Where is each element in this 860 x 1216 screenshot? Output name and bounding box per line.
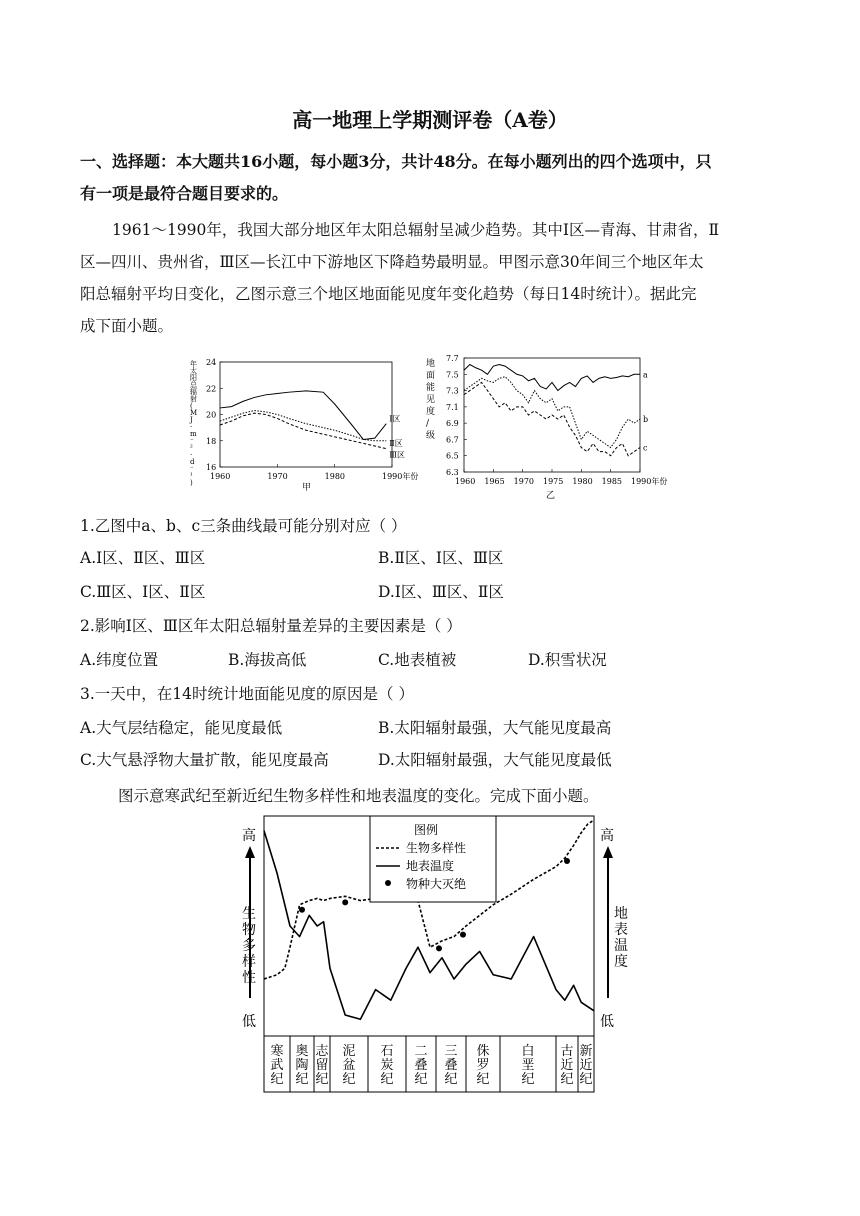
chart-yi-series-label: a <box>643 370 648 380</box>
chart-yi-caption: 乙 <box>546 491 556 500</box>
chart-yi-xtick-label: 1960 <box>455 477 476 486</box>
chart-jia-series-line <box>220 413 386 448</box>
chart-jia-ylabel-char: J <box>190 416 193 424</box>
left-axis-label-char: 多 <box>242 938 256 954</box>
chart-jia-ylabel <box>189 359 198 487</box>
chart-yi-ylabel-char: 地 <box>426 359 436 369</box>
period-label-char: 近 <box>560 1058 574 1073</box>
question-2-stem: 2.影响Ⅰ区、Ⅲ区年太阳总辐射量差异的主要因素是（ ） <box>80 617 462 635</box>
chart-jia <box>184 352 420 500</box>
chart-yi-series-line <box>464 382 640 455</box>
chart-jia-ylabel-char: m <box>190 430 197 438</box>
chart-yi-ylabel <box>426 357 435 441</box>
chart-yi-ytick-label: 7.3 <box>446 386 459 396</box>
period-label-char: 炭 <box>380 1058 394 1073</box>
legend-title: 图例 <box>414 823 439 837</box>
chart-jia-ytick-label: 22 <box>206 384 217 394</box>
period-label-char: 纪 <box>476 1072 490 1087</box>
right-low-label: 低 <box>600 1014 614 1030</box>
chart-geologic <box>224 810 642 1096</box>
left-low-label: 低 <box>242 1014 256 1030</box>
chart-yi-ylabel-char: 见 <box>426 395 436 405</box>
period-label-char: 泥 <box>342 1044 356 1059</box>
section-heading <box>80 146 780 210</box>
period-label-char: 近 <box>579 1058 593 1073</box>
chart-jia-ylabel-char: · <box>190 451 193 459</box>
period-label-char: 纪 <box>521 1072 535 1087</box>
period-label-char: 纪 <box>444 1072 458 1087</box>
chart-yi-series-label: b <box>643 415 649 425</box>
chart-yi-ylabel-char: 度 <box>426 407 436 417</box>
chart-jia-ylabel-char: 年 <box>190 360 197 368</box>
chart-jia-xtick-label: 1990年份 <box>382 472 419 481</box>
period-label-char: 白 <box>521 1044 535 1059</box>
section-heading-line2: 有一项是最符合题目要求的。 <box>80 184 289 203</box>
period-label-char: 盆 <box>342 1058 356 1073</box>
period-label-char: 叠 <box>414 1058 428 1073</box>
chart-jia-ylabel-char: ) <box>190 479 193 487</box>
question-2-option-a: A.纬度位置 <box>80 651 159 669</box>
chart-yi-xtick-label: 1965 <box>484 477 505 486</box>
right-axis-label-char: 表 <box>614 922 628 938</box>
chart-jia-ylabel-char: ¹ <box>190 472 193 480</box>
chart-yi-ylabel-char: 级 <box>426 431 436 441</box>
question-2-option-b: B.海拔高低 <box>228 651 307 669</box>
passage-1-line1-wrap <box>80 214 780 246</box>
chart-jia-series-label: Ⅰ区 <box>389 414 401 424</box>
question-1-option-c: C.Ⅲ区、Ⅰ区、Ⅱ区 <box>80 583 206 601</box>
chart-jia-lines <box>220 391 386 449</box>
chart-jia-ytick-label: 20 <box>206 410 217 420</box>
left-axis-arrowhead <box>245 846 255 858</box>
question-2-option-d: D.积雪状况 <box>528 651 607 669</box>
chart-yi-ylabel-char: 面 <box>426 371 436 381</box>
chart-yi-xticks <box>455 469 667 486</box>
chart-yi-series-label: c <box>643 443 648 453</box>
chart-jia-ytick-label: 16 <box>206 463 217 472</box>
right-axis-label-char: 度 <box>614 954 628 970</box>
chart-jia-xtick-label: 1960 <box>210 472 231 481</box>
chart-yi-ytick-label: 6.3 <box>446 468 459 477</box>
question-3-stem: 3.一天中，在14时统计地面能见度的原因是（ ） <box>80 685 414 703</box>
legend-extinction-swatch <box>385 880 391 886</box>
period-label-char: 纪 <box>414 1072 428 1087</box>
period-label-char: 罗 <box>476 1058 490 1073</box>
period-label-char: 寒 <box>270 1044 284 1059</box>
right-axis-label <box>614 905 628 970</box>
passage-1-line2: 区—四川、贵州省，Ⅲ区—长江中下游地区下降趋势最明显。甲图示意30年间三个地区年太 <box>80 253 704 271</box>
chart-yi-ytick-label: 7.7 <box>446 354 459 363</box>
period-label-char: 志 <box>315 1044 329 1059</box>
question-2-option-c: C.地表植被 <box>378 651 457 669</box>
right-axis-label-char: 地 <box>614 906 628 922</box>
extinction-dot <box>436 945 442 951</box>
question-3-option-b: B.太阳辐射最强，大气能见度最高 <box>378 719 612 737</box>
period-label-char: 纪 <box>560 1072 574 1087</box>
period-label-char: 叠 <box>444 1058 458 1073</box>
chart-jia-yticks <box>206 358 223 472</box>
passage-1-line4: 成下面小题。 <box>80 317 174 335</box>
chart-jia-xtick-label: 1970 <box>267 472 288 481</box>
period-label-char: 三 <box>444 1044 458 1059</box>
question-3-option-c: C.大气悬浮物大量扩散，能见度最高 <box>80 751 329 769</box>
chart-yi-ytick-label: 7.5 <box>446 370 459 380</box>
extinction-dot <box>460 932 466 938</box>
right-high-label: 高 <box>600 828 614 844</box>
chart-jia-ylabel-char: ( <box>190 402 193 410</box>
chart-yi <box>420 352 680 500</box>
chart-yi-xtick-label: 1990年份 <box>631 477 668 486</box>
chart-jia-xticks <box>210 464 418 481</box>
chart-jia-ylabel-char: ⁻ <box>190 437 194 445</box>
period-label-char: 古 <box>560 1044 574 1059</box>
chart-jia-ylabel-char: d <box>190 458 195 466</box>
chart-jia-series-label: Ⅱ区 <box>389 438 403 448</box>
chart-yi-ytick-label: 6.7 <box>446 435 459 445</box>
chart-yi-series-line <box>464 365 640 391</box>
chart-jia-ylabel-char: ² <box>190 444 193 452</box>
chart-jia-ytick-label: 24 <box>206 358 217 367</box>
chart-jia-ylabel-char: 辐 <box>190 388 197 396</box>
period-label-char: 纪 <box>295 1072 309 1087</box>
period-label-char: 纪 <box>342 1072 356 1087</box>
chart-yi-ytick-label: 7.1 <box>446 402 459 412</box>
left-high-label: 高 <box>242 828 256 844</box>
chart-yi-ytick-label: 6.9 <box>446 419 459 429</box>
question-1-option-a: A.Ⅰ区、Ⅱ区、Ⅲ区 <box>80 549 206 567</box>
left-axis-label-char: 生 <box>242 906 256 922</box>
question-1-option-d: D.Ⅰ区、Ⅲ区、Ⅱ区 <box>378 583 504 601</box>
passage-1 <box>80 214 780 342</box>
period-label-char: 纪 <box>579 1072 593 1087</box>
period-label-char: 武 <box>270 1058 284 1073</box>
question-3-option-d: D.太阳辐射最强，大气能见度最低 <box>378 751 612 769</box>
passage-1-line3: 阳总辐射平均日变化，乙图示意三个地区地面能见度年变化趋势（每日14时统计）。据此完 <box>80 285 697 303</box>
extinction-dot <box>299 907 305 913</box>
chart-jia-ylabel-char: M <box>190 409 198 417</box>
geo-legend <box>370 816 496 902</box>
left-axis-label-char: 性 <box>242 970 256 986</box>
question-1-stem: 1.乙图中a、b、c三条曲线最可能分别对应（ ） <box>80 517 407 535</box>
chart-jia-frame <box>220 362 392 467</box>
chart-jia-ylabel-char: ⁻ <box>190 465 194 473</box>
right-axis-label-char: 温 <box>614 938 628 954</box>
chart-jia-ylabel-char: 阳 <box>190 374 197 382</box>
chart-yi-series-labels <box>643 370 648 452</box>
question-1-option-b: B.Ⅱ区、Ⅰ区、Ⅲ区 <box>378 549 504 567</box>
legend-diversity-label: 生物多样性 <box>406 841 467 855</box>
period-label-char: 纪 <box>270 1072 284 1087</box>
left-axis-label-char: 样 <box>242 954 256 970</box>
extinction-dot <box>342 899 348 905</box>
chart-jia-ytick-label: 18 <box>206 436 217 446</box>
chart-yi-series-line <box>464 377 640 448</box>
chart-yi-xtick-label: 1980 <box>572 477 593 486</box>
period-label-char: 陶 <box>295 1058 309 1073</box>
chart-yi-ylabel-char: 能 <box>426 383 436 393</box>
chart-jia-ylabel-char: · <box>190 423 193 431</box>
chart-jia-ylabel-char: 总 <box>190 381 197 389</box>
left-axis-label <box>242 905 256 986</box>
chart-yi-ylabel-char: / <box>426 419 430 429</box>
chart-yi-lines <box>464 365 640 456</box>
period-label-char: 新 <box>579 1044 593 1059</box>
period-label-char: 奥 <box>295 1044 309 1059</box>
legend-extinction-label: 物种大灭绝 <box>406 877 467 891</box>
geo-periods <box>270 1036 592 1092</box>
period-label-char: 石 <box>380 1044 394 1059</box>
chart-jia-ylabel-char: 太 <box>190 367 197 375</box>
right-axis-arrowhead <box>603 846 613 858</box>
chart-yi-xtick-label: 1970 <box>513 477 535 486</box>
legend-temperature-label: 地表温度 <box>406 859 455 873</box>
period-label-char: 二 <box>414 1044 428 1059</box>
passage-2: 图示意寒武纪至新近纪生物多样性和地表温度的变化。完成下面小题。 <box>118 787 599 805</box>
chart-yi-xtick-label: 1985 <box>601 477 623 486</box>
chart-jia-ylabel-char: 射 <box>190 395 197 403</box>
period-label-char: 纪 <box>380 1072 394 1087</box>
page-title: 高一地理上学期测评卷（A卷） <box>292 108 568 132</box>
passage-1-line1: 1961～1990年，我国大部分地区年太阳总辐射呈减少趋势。其中Ⅰ区—青海、甘肃省，Ⅱ <box>112 221 720 239</box>
period-label-char: 留 <box>315 1058 329 1073</box>
chart-jia-series-label: Ⅲ区 <box>389 450 405 460</box>
period-label-char: 垩 <box>521 1058 535 1073</box>
question-3-option-a: A.大气层结稳定，能见度最低 <box>80 719 283 737</box>
period-label-char: 纪 <box>315 1072 329 1087</box>
chart-jia-caption: 甲 <box>302 483 312 493</box>
period-label-char: 侏 <box>476 1044 490 1059</box>
left-axis-label-char: 物 <box>242 922 256 938</box>
section-heading-line1: 一、选择题：本大题共16小题，每小题3分，共计48分。在每小题列出的四个选项中，只 <box>80 152 712 171</box>
chart-yi-xtick-label: 1975 <box>543 477 564 486</box>
chart-yi-ytick-label: 6.5 <box>446 451 459 461</box>
extinction-dot <box>564 858 570 864</box>
chart-jia-xtick-label: 1980 <box>324 472 346 481</box>
